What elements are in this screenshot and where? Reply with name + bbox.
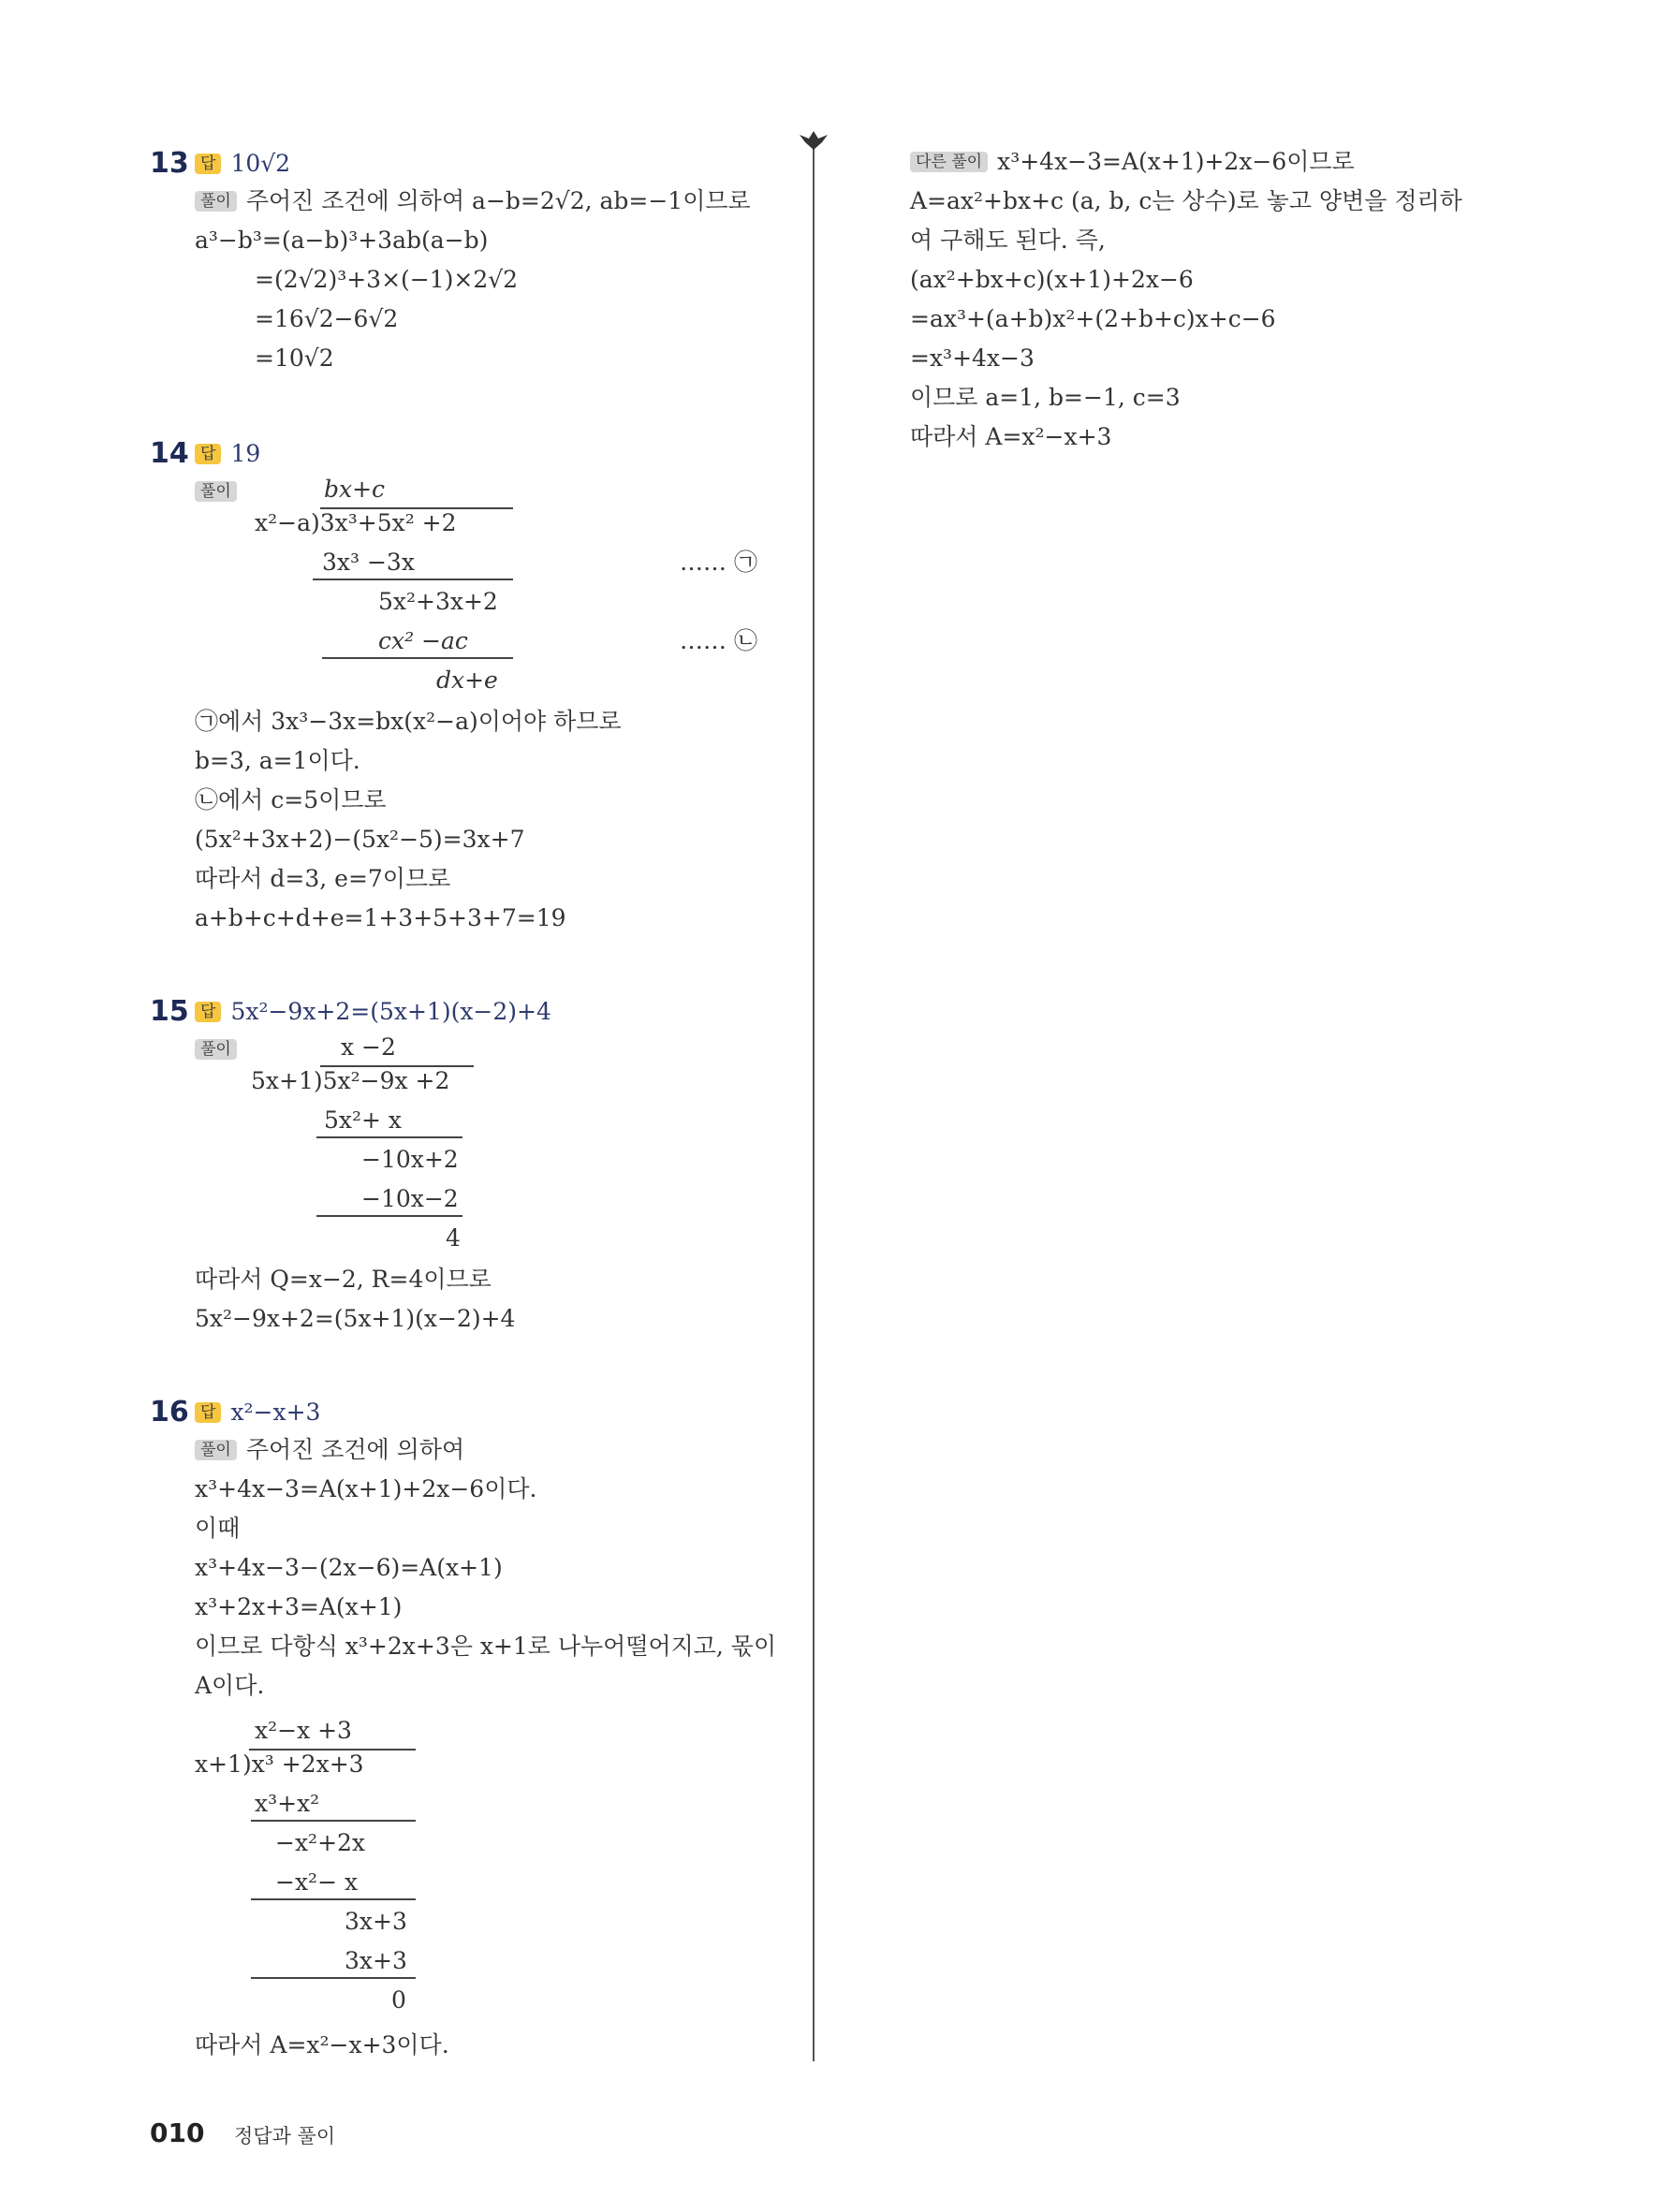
- problem-number-14: 14: [150, 437, 189, 470]
- division-mark-2: …… ㉡: [680, 627, 757, 654]
- solution-line-13-4: =16√2−6√2: [255, 305, 399, 332]
- division-dividend-14: x²−a)3x³+5x² +2: [255, 509, 457, 536]
- alt-solution-line-1: [910, 148, 1355, 176]
- division-row-15-4: 4: [446, 1224, 461, 1252]
- alt-solution-line-7: 이므로 a=1, b=−1, c=3: [910, 384, 1181, 411]
- division-row-16-2: −x²+2x: [275, 1829, 366, 1856]
- solution-line-16-1: [195, 1436, 464, 1464]
- solution-line-16-final: 따라서 A=x²−x+3이다.: [195, 2031, 449, 2058]
- division-line: [322, 657, 513, 659]
- division-line: [316, 1136, 462, 1138]
- solution-line-16-6: 이므로 다항식 x³+2x+3은 x+1로 나누어떨어지고, 몫이: [195, 1633, 777, 1660]
- solution-line-16-3: 이때: [195, 1515, 241, 1542]
- alt-solution-line-3: 여 구해도 된다. 즉,: [910, 227, 1106, 254]
- answer-line-16: [195, 1399, 320, 1427]
- solution-tag: 풀이: [195, 191, 237, 212]
- solution-text: 주어진 조건에 의하여: [245, 1436, 465, 1463]
- division-quotient-16: x²−x +3: [255, 1717, 352, 1744]
- division-quotient-14: bx+c: [324, 476, 386, 503]
- answer-tag: 답: [195, 154, 221, 174]
- answer-line-14: [195, 440, 260, 468]
- division-line: [251, 1820, 416, 1822]
- solution-line-14-3: ㉡에서 c=5이므로: [195, 786, 387, 813]
- division-dividend-15: 5x+1)5x²−9x +2: [251, 1067, 450, 1094]
- solution-line-16-4: x³+4x−3−(2x−6)=A(x+1): [195, 1554, 503, 1581]
- solution-tag-line-14: [195, 477, 246, 505]
- solution-line-14-4: (5x²+3x+2)−(5x²−5)=3x+7: [195, 826, 525, 853]
- answer-tag: 답: [195, 1402, 221, 1423]
- solution-line-13-1: [195, 187, 751, 215]
- division-row-16-3: −x²− x: [275, 1868, 359, 1896]
- answer-value-14: 19: [230, 440, 261, 467]
- division-row-16-1: x³+x²: [255, 1790, 320, 1817]
- division-row-14-1: 3x³ −3x: [322, 549, 415, 576]
- solution-line-15-2: 5x²−9x+2=(5x+1)(x−2)+4: [195, 1305, 516, 1332]
- solution-tag-line-15: [195, 1035, 246, 1063]
- solution-text: 주어진 조건에 의하여 a−b=2√2, ab=−1이므로: [245, 187, 751, 214]
- alt-solution-line-2: A=ax²+bx+c (a, b, c는 상수)로 놓고 양변을 정리하: [910, 187, 1462, 214]
- division-quotient-15: x −2: [341, 1033, 396, 1061]
- column-divider: [813, 140, 815, 2061]
- solution-tag: 풀이: [195, 1440, 237, 1460]
- solution-line-13-2: a³−b³=(a−b)³+3ab(a−b): [195, 227, 489, 254]
- alt-solution-line-8: 따라서 A=x²−x+3: [910, 423, 1112, 450]
- solution-line-14-6: a+b+c+d+e=1+3+5+3+7=19: [195, 904, 566, 931]
- solution-line-14-1: ㉠에서 3x³−3x=bx(x²−a)이어야 하므로: [195, 708, 622, 735]
- solution-line-13-3: =(2√2)³+3×(−1)×2√2: [255, 266, 519, 293]
- division-row-14-4: dx+e: [436, 667, 498, 694]
- answer-value-13: 10√2: [230, 150, 291, 177]
- answer-value-15: 5x²−9x+2=(5x+1)(x−2)+4: [230, 998, 551, 1025]
- division-row-16-5: 3x+3: [345, 1947, 407, 1974]
- alt-solution-tag: 다른 풀이: [910, 152, 988, 172]
- solution-line-16-5: x³+2x+3=A(x+1): [195, 1593, 403, 1620]
- divider-ornament-icon: [798, 129, 830, 152]
- alt-solution-line-5: =ax³+(a+b)x²+(2+b+c)x+c−6: [910, 305, 1276, 332]
- division-mark-1: …… ㉠: [680, 549, 757, 576]
- solution-line-13-5: =10√2: [255, 344, 334, 372]
- alt-solution-line-6: =x³+4x−3: [910, 344, 1035, 372]
- page-number: 010: [150, 2117, 205, 2148]
- division-line: [251, 1977, 416, 1979]
- solution-line-16-2: x³+4x−3=A(x+1)+2x−6이다.: [195, 1475, 537, 1502]
- division-row-15-2: −10x+2: [361, 1146, 459, 1173]
- problem-number-15: 15: [150, 995, 189, 1028]
- answer-line-15: [195, 998, 551, 1026]
- solution-line-15-1: 따라서 Q=x−2, R=4이므로: [195, 1266, 492, 1293]
- division-line: [313, 579, 513, 580]
- solution-line-14-2: b=3, a=1이다.: [195, 747, 360, 774]
- problem-number-16: 16: [150, 1396, 189, 1428]
- answer-line-13: [195, 150, 290, 178]
- division-row-15-3: −10x−2: [361, 1185, 459, 1212]
- solution-line-14-5: 따라서 d=3, e=7이므로: [195, 865, 451, 892]
- alt-solution-text: x³+4x−3=A(x+1)+2x−6이므로: [997, 148, 1355, 175]
- solution-tag: 풀이: [195, 1039, 237, 1060]
- division-row-16-4: 3x+3: [345, 1908, 407, 1935]
- division-row-16-6: 0: [391, 1986, 406, 2014]
- solution-tag: 풀이: [195, 481, 237, 502]
- alt-solution-line-4: (ax²+bx+c)(x+1)+2x−6: [910, 266, 1194, 293]
- solution-line-16-7: A이다.: [195, 1672, 265, 1699]
- answer-tag: 답: [195, 444, 221, 464]
- division-line: [251, 1898, 416, 1900]
- footer-section-title: 정답과 풀이: [234, 2125, 336, 2147]
- division-row-14-3: cx² −ac: [378, 627, 468, 654]
- answer-value-16: x²−x+3: [230, 1399, 321, 1426]
- problem-number-13: 13: [150, 147, 189, 180]
- division-line: [316, 1215, 462, 1217]
- answer-tag: 답: [195, 1002, 221, 1022]
- division-row-14-2: 5x²+3x+2: [378, 588, 498, 615]
- division-dividend-16: x+1)x³ +2x+3: [195, 1751, 364, 1778]
- division-row-15-1: 5x²+ x: [324, 1106, 403, 1134]
